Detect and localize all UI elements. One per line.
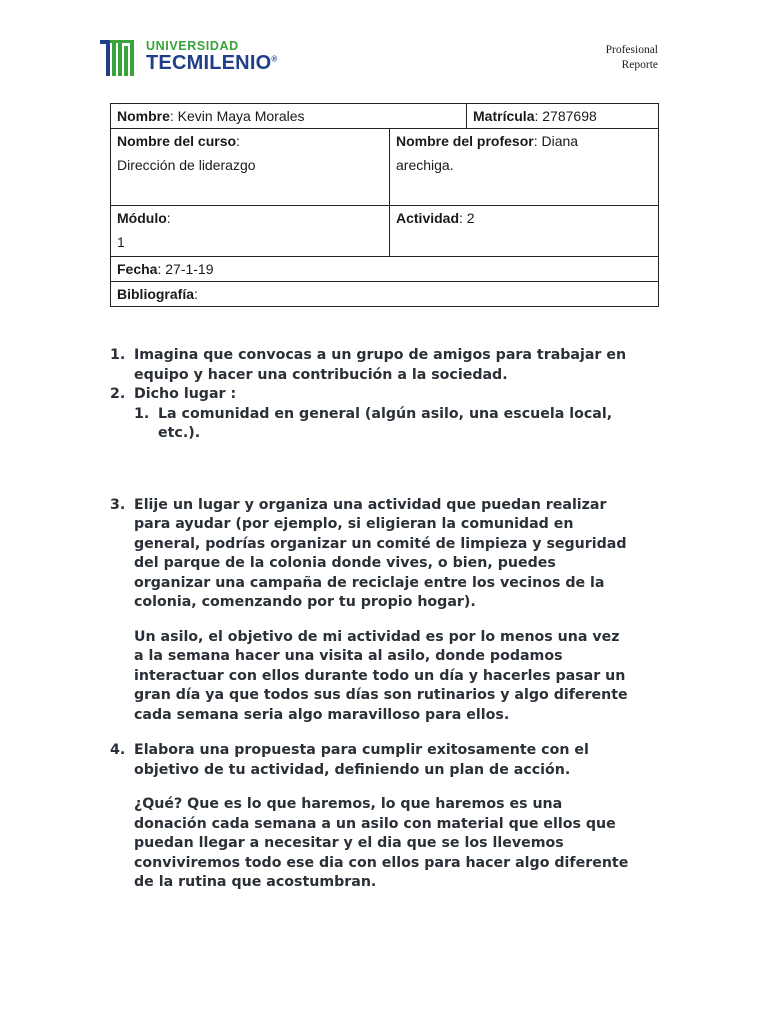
course-cell <box>111 129 390 206</box>
text-line: equipo y hacer una contribución a la sociedad. <box>134 366 508 383</box>
answer-3 <box>110 628 658 726</box>
curso-colon: : <box>236 133 240 149</box>
sub-list-item-1 <box>110 405 658 444</box>
doc-type-line1: Profesional <box>605 44 658 56</box>
text-line: puedan llegar a necesitar y el dia que se los llevemos <box>134 835 564 851</box>
text-line: ¿Qué? Que es lo que haremos, lo que haremos es una <box>134 796 563 812</box>
logo-text-universidad: UNIVERSIDAD <box>146 39 239 53</box>
text-line: objetivo de tu actividad, definiendo un plan de acción. <box>134 761 571 778</box>
student-info-table <box>110 103 659 307</box>
activity-content <box>110 346 658 893</box>
text-line: interactuar con ellos durante todo un día y hacerles pasar un <box>134 667 626 684</box>
list-number: 1. <box>134 405 150 422</box>
curso-label: Nombre del curso <box>117 133 237 149</box>
text-line: Dicho lugar : <box>134 386 237 402</box>
list-number: 3. <box>110 496 126 513</box>
text-line: para ayudar (por ejemplo, si eligieran la comunidad en <box>134 516 574 532</box>
bibliografia-value: : <box>194 286 198 302</box>
list-number: 4. <box>110 742 126 758</box>
fecha-value: : 27-1-19 <box>157 261 214 277</box>
text-line: general, podrías organizar un comité de limpieza y seguridad <box>134 535 627 552</box>
date-cell <box>111 257 659 282</box>
text-line: La comunidad en general (algún asilo, una escuela local, <box>158 405 613 422</box>
text-line: Un asilo, el objetivo de mi actividad es por lo menos una vez <box>134 628 620 645</box>
profesor-label: Nombre del profesor <box>396 133 534 149</box>
matricula-value: : 2787698 <box>534 108 597 124</box>
logo-text-tecmilenio: TECMILENIO® <box>146 52 278 74</box>
tecmilenio-logo-icon <box>100 36 142 76</box>
modulo-label: Módulo <box>117 210 167 226</box>
curso-value: Dirección de liderazgo <box>117 157 256 173</box>
list-number: 1. <box>110 347 126 363</box>
nombre-value: : Kevin Maya Morales <box>169 108 305 124</box>
matricula-cell <box>467 104 659 129</box>
list-item-1 <box>110 346 658 385</box>
fecha-label: Fecha <box>117 261 158 277</box>
modulo-value: 1 <box>117 234 125 250</box>
answer-4 <box>110 795 658 893</box>
text-line: etc.). <box>158 425 201 441</box>
list-item-3 <box>110 496 658 613</box>
text-line: Elabora una propuesta para cumplir exitosamente con el <box>134 742 589 758</box>
actividad-label: Actividad <box>396 210 460 226</box>
activity-cell <box>390 206 659 257</box>
text-line: colonia, comenzando por tu propio hogar). <box>134 594 476 610</box>
text-line: organizar una campaña de reciclaje entre los vecinos de la <box>134 574 605 591</box>
list-number: 2. <box>110 386 126 402</box>
text-line: Elije un lugar y organiza una actividad que puedan realizar <box>134 496 607 513</box>
matricula-label: Matrícula <box>473 108 535 124</box>
professor-cell <box>390 129 659 206</box>
text-line: conviviremos todo ese dia con ellos para hacer algo diferente <box>134 854 629 871</box>
profesor-value-2: arechiga. <box>396 157 454 173</box>
document-type <box>606 43 658 73</box>
text-line: gran día ya que todos sus días son rutinarios y algo diferente <box>134 687 628 703</box>
nombre-label: Nombre <box>117 108 170 124</box>
module-cell <box>111 206 390 257</box>
doc-type-line2: Reporte <box>621 59 658 71</box>
text-line: de la rutina que acostumbran. <box>134 874 377 890</box>
university-logo <box>100 36 300 80</box>
text-line: del parque de la colonia donde vives, o bien, puedes <box>134 555 556 571</box>
text-line: Imagina que convocas a un grupo de amigos para trabajar en <box>134 347 627 363</box>
bibliografia-label: Bibliografía <box>117 286 195 302</box>
student-name-cell <box>111 104 467 129</box>
actividad-value: : 2 <box>459 210 475 226</box>
list-item-2 <box>110 385 658 405</box>
profesor-value-1: : Diana <box>533 133 579 149</box>
text-line: a la semana hacer una visita al asilo, donde podamos <box>134 648 563 664</box>
text-line: donación cada semana a un asilo con material que ellos que <box>134 815 616 832</box>
bibliography-cell <box>111 282 659 307</box>
list-item-4 <box>110 741 658 780</box>
modulo-colon: : <box>166 210 171 226</box>
text-line: cada semana seria algo maravilloso para ellos. <box>134 706 510 723</box>
